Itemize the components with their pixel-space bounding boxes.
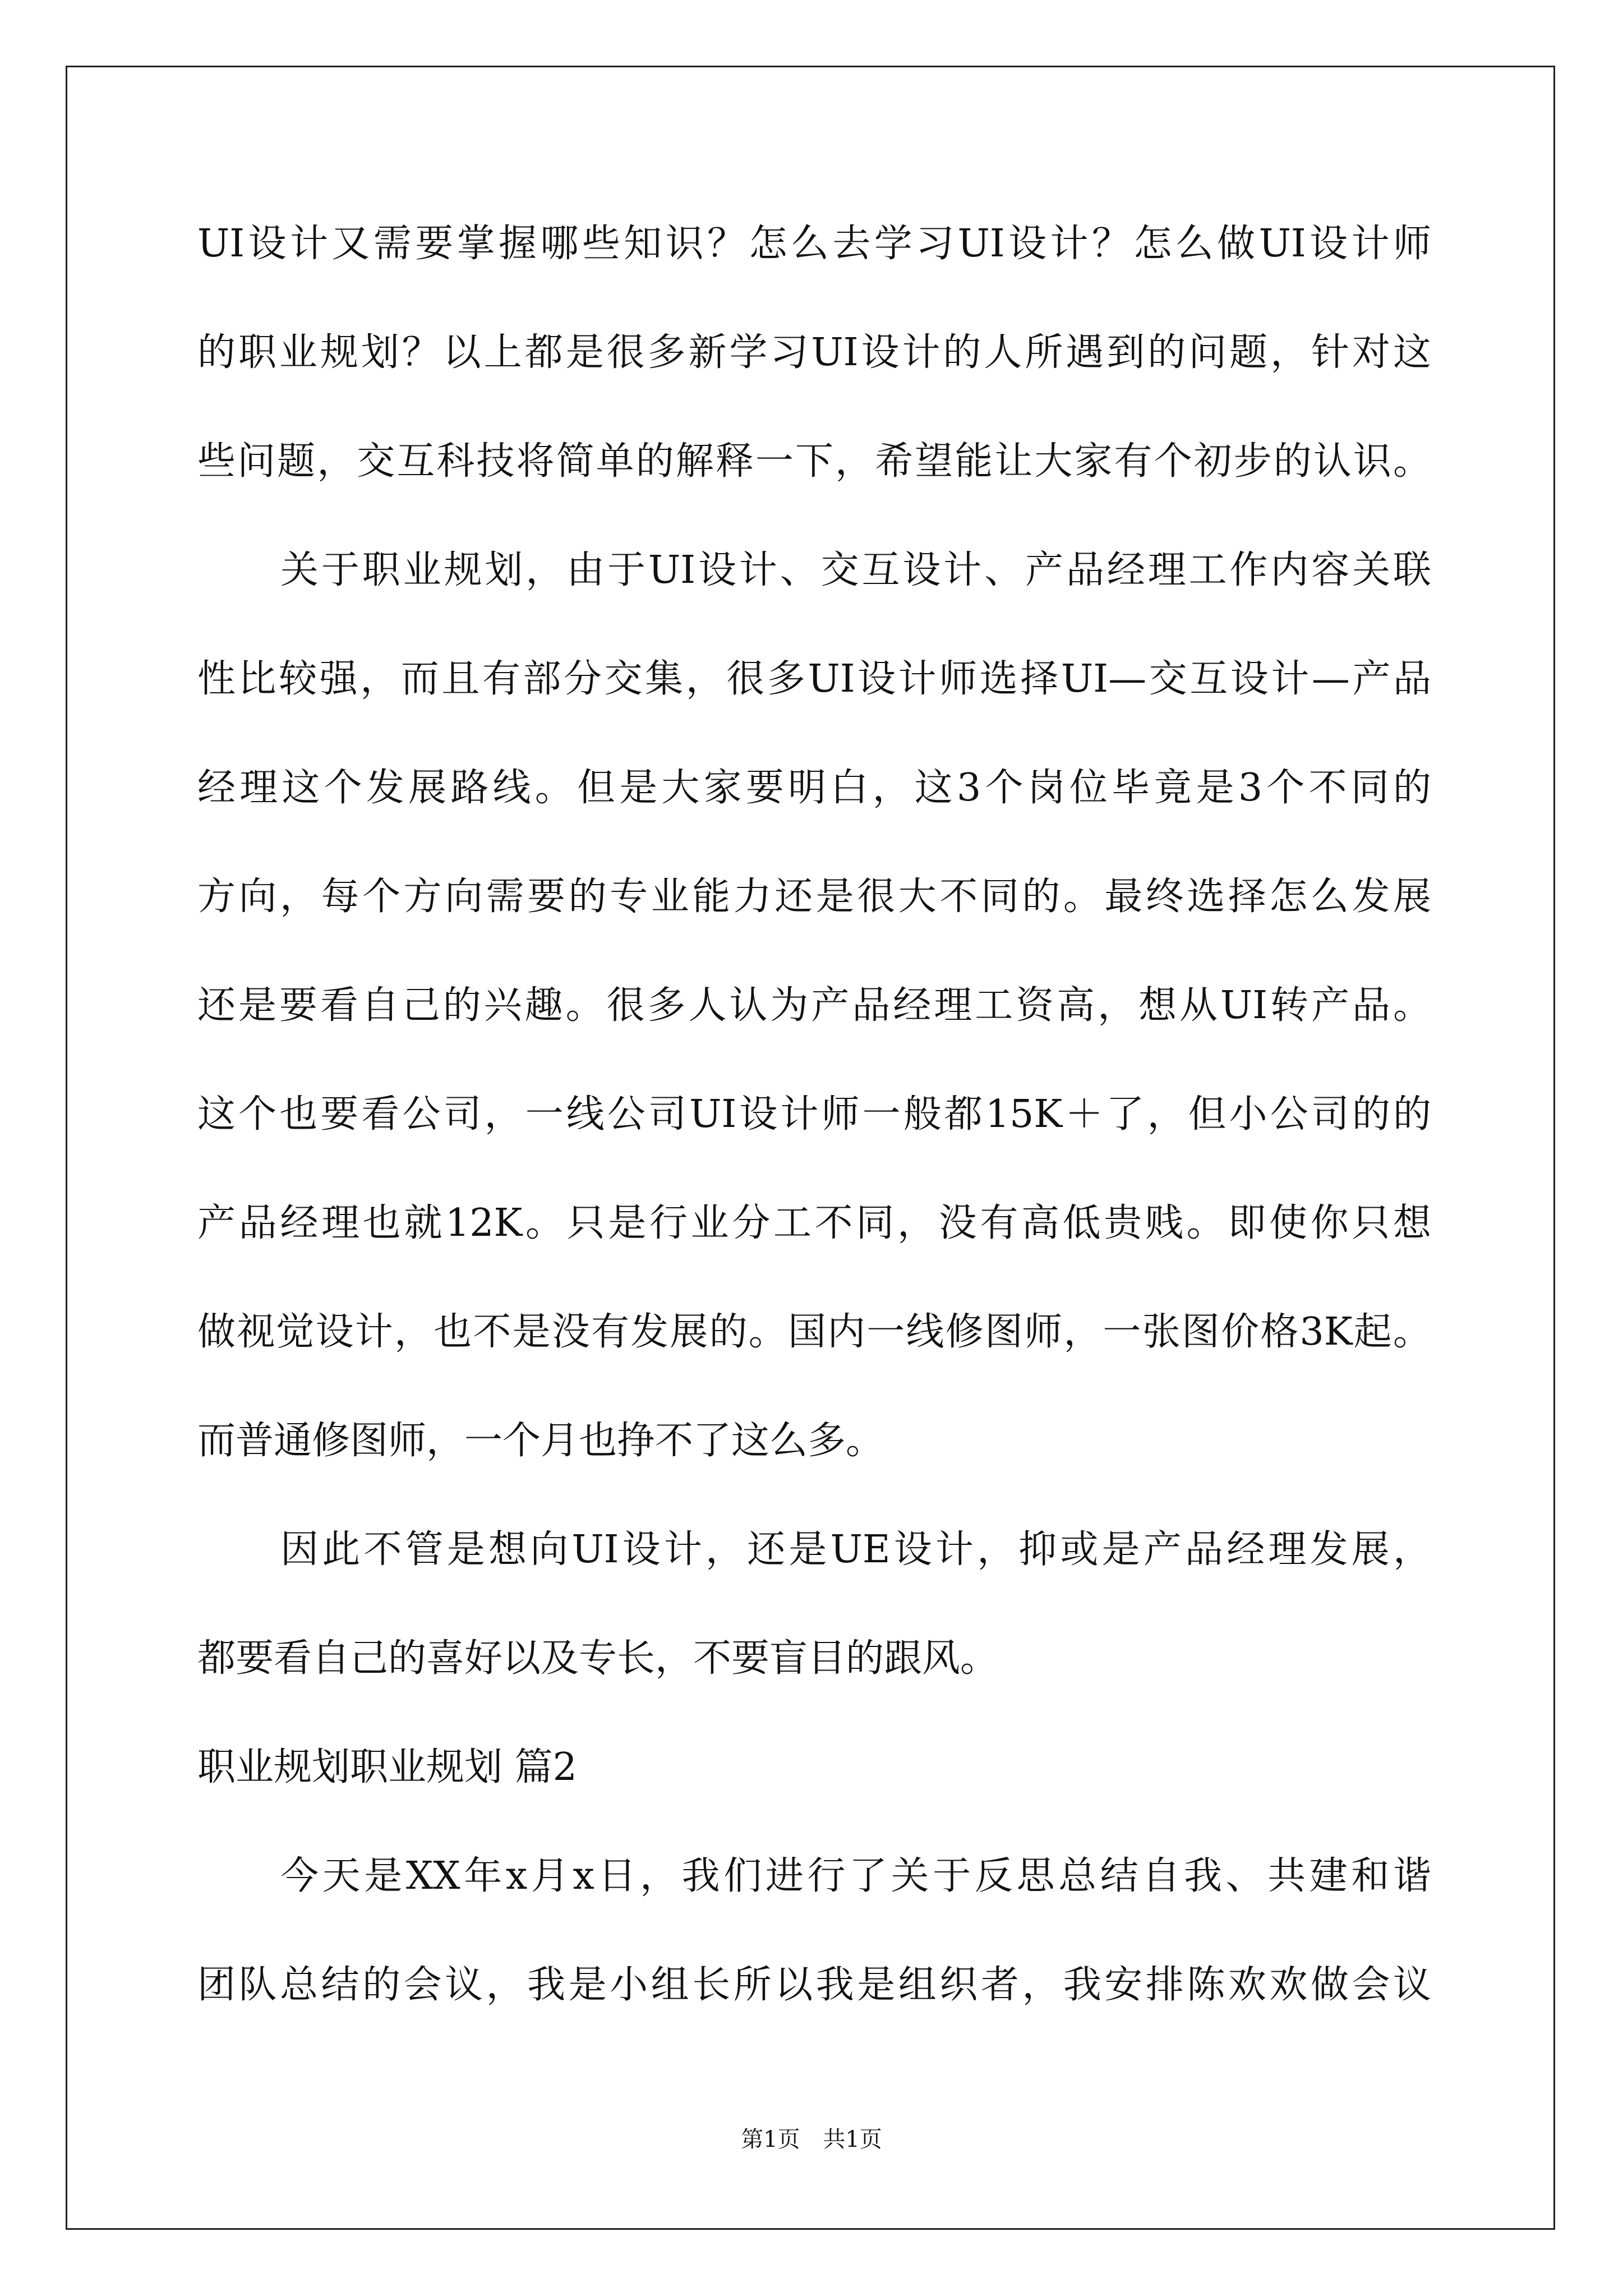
paragraph-line: 团队总结的会议，我是小组长所以我是组织者，我安排陈欢欢做会议	[197, 1963, 1431, 2007]
paragraph-line: 些问题，交互科技将简单的解释一下，希望能让大家有个初步的认识。	[197, 439, 1431, 484]
page-border	[66, 66, 1555, 2230]
paragraph-line: 还是要看自己的兴趣。很多人认为产品经理工资高，想从UI转产品。	[197, 983, 1431, 1028]
paragraph-line: UI设计又需要掌握哪些知识？怎么去学习UI设计？怎么做UI设计师	[197, 222, 1431, 266]
paragraph-line: 经理这个发展路线。但是大家要明白，这3个岗位毕竟是3个不同的	[197, 766, 1431, 810]
paragraph-line: 因此不管是想向UI设计，还是UE设计，抑或是产品经理发展，	[280, 1527, 1431, 1572]
paragraph-line: 做视觉设计，也不是没有发展的。国内一线修图师，一张图价格3K起。	[197, 1310, 1431, 1354]
paragraph-line: 性比较强，而且有部分交集，很多UI设计师选择UI—交互设计—产品	[197, 657, 1431, 701]
paragraph-line: 都要看自己的喜好以及专长，不要盲目的跟风。	[197, 1636, 999, 1681]
paragraph-line: 今天是XX年x月x日，我们进行了关于反思总结自我、共建和谐	[280, 1854, 1431, 1898]
paragraph-line: 而普通修图师，一个月也挣不了这么多。	[197, 1419, 884, 1463]
paragraph-line: 这个也要看公司，一线公司UI设计师一般都15K＋了，但小公司的的	[197, 1092, 1431, 1137]
paragraph-line: 关于职业规划，由于UI设计、交互设计、产品经理工作内容关联	[280, 548, 1431, 592]
paragraph-line: 的职业规划？以上都是很多新学习UI设计的人所遇到的问题，针对这	[197, 330, 1431, 375]
page-number-total: 共1页	[823, 2127, 882, 2152]
page-number-current: 第1页	[741, 2127, 800, 2152]
paragraph-line: 方向，每个方向需要的专业能力还是很大不同的。最终选择怎么发展	[197, 875, 1431, 919]
page-footer	[0, 2122, 1623, 2154]
section-heading: 职业规划职业规划 篇2	[197, 1745, 577, 1789]
paragraph-line: 产品经理也就12K。只是行业分工不同，没有高低贵贱。即使你只想	[197, 1201, 1431, 1245]
